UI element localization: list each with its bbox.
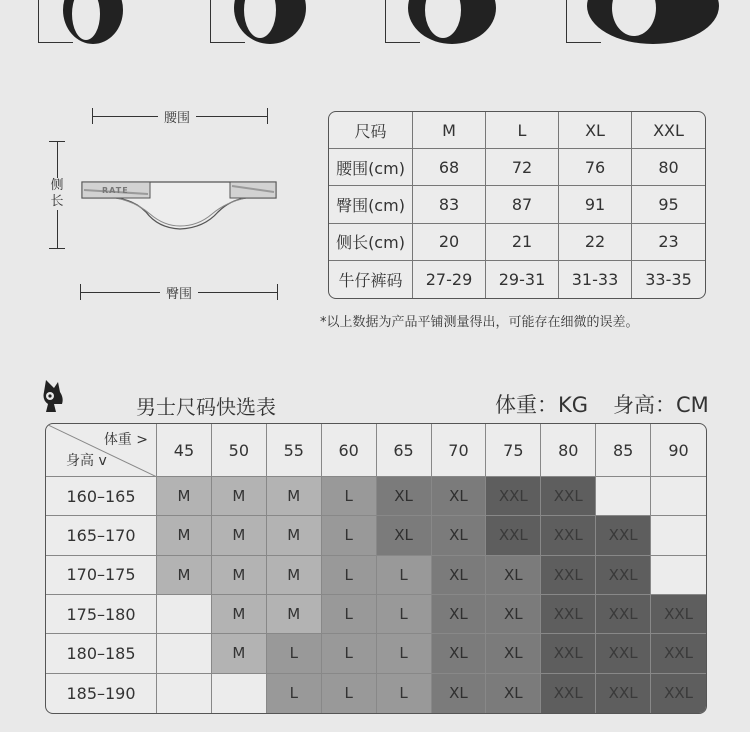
size-recommendation-cell: M xyxy=(157,516,212,555)
size-recommendation-cell: M xyxy=(267,516,322,555)
size-recommendation-cell: XL xyxy=(486,674,541,713)
panda-icon xyxy=(405,0,500,45)
empty-cell xyxy=(651,556,706,595)
weight-header-cell: 55 xyxy=(267,424,322,477)
size-recommendation-cell: XL xyxy=(432,516,487,555)
size-recommendation-cell: L xyxy=(377,556,432,595)
brand-mark: RATE xyxy=(102,186,129,195)
size-table-cell: 72 xyxy=(486,149,559,186)
size-recommendation-cell: XXL xyxy=(596,516,651,555)
empty-cell xyxy=(651,516,706,555)
size-recommendation-cell: XL xyxy=(486,595,541,634)
size-table-cell: 27-29 xyxy=(413,261,486,298)
size-table-header-cell: 尺码 xyxy=(329,112,413,149)
size-table-cell: 91 xyxy=(559,186,632,223)
size-table-header-cell: XXL xyxy=(632,112,705,149)
side-length-dimension-tick xyxy=(49,248,65,249)
size-table-row-label: 侧长(cm) xyxy=(329,224,413,261)
size-recommendation-cell: M xyxy=(267,477,322,516)
size-recommendation-cell: XXL xyxy=(651,595,706,634)
size-recommendation-cell: XXL xyxy=(596,595,651,634)
size-measurement-table xyxy=(328,111,706,299)
size-table-cell: 76 xyxy=(559,149,632,186)
side-length-dimension-tick xyxy=(49,141,65,142)
empty-cell xyxy=(212,674,267,713)
height-row-label: 170–175 xyxy=(46,556,157,595)
height-row-label: 180–185 xyxy=(46,634,157,673)
weight-unit-label: 体重：KG xyxy=(495,393,589,417)
quick-select-title: 男士尺码快选表 xyxy=(136,395,276,419)
size-recommendation-cell: XXL xyxy=(486,477,541,516)
weight-header-cell: 85 xyxy=(596,424,651,477)
size-table-cell: 23 xyxy=(632,224,705,261)
size-table-header-cell: M xyxy=(413,112,486,149)
weight-header-cell: 60 xyxy=(322,424,377,477)
empty-cell xyxy=(651,477,706,516)
weight-header-cell: 80 xyxy=(541,424,596,477)
weight-header-cell: 75 xyxy=(486,424,541,477)
size-table-cell: 22 xyxy=(559,224,632,261)
height-row-label: 185–190 xyxy=(46,674,157,713)
size-recommendation-cell: M xyxy=(267,595,322,634)
size-table-cell: 87 xyxy=(486,186,559,223)
weight-header-cell: 50 xyxy=(212,424,267,477)
size-recommendation-cell: XL xyxy=(432,477,487,516)
size-recommendation-cell: XXL xyxy=(596,674,651,713)
size-recommendation-cell: L xyxy=(267,674,322,713)
size-recommendation-cell: L xyxy=(267,634,322,673)
size-table-cell: 83 xyxy=(413,186,486,223)
height-row-label: 165–170 xyxy=(46,516,157,555)
size-recommendation-cell: L xyxy=(377,634,432,673)
size-recommendation-cell: L xyxy=(377,595,432,634)
size-table-row-label: 腰围(cm) xyxy=(329,149,413,186)
size-table-cell: 20 xyxy=(413,224,486,261)
height-unit-label: 身高：CM xyxy=(613,393,709,417)
measurement-diagram xyxy=(40,100,300,310)
size-recommendation-cell: L xyxy=(322,595,377,634)
empty-cell xyxy=(157,634,212,673)
panda-icon xyxy=(230,0,310,45)
size-recommendation-cell: L xyxy=(322,477,377,516)
size-recommendation-cell: M xyxy=(212,556,267,595)
size-recommendation-cell: L xyxy=(322,556,377,595)
waist-label: 腰围 xyxy=(158,107,196,126)
size-table-cell: 31-33 xyxy=(559,261,632,298)
measurement-note: *以上数据为产品平铺测量得出，可能存在细微的误差。 xyxy=(320,315,639,330)
size-table-cell: 21 xyxy=(486,224,559,261)
size-quick-select-table xyxy=(45,423,707,714)
size-recommendation-cell: XL xyxy=(432,634,487,673)
empty-cell xyxy=(157,674,212,713)
size-table-header-cell: XL xyxy=(559,112,632,149)
size-recommendation-cell: M xyxy=(157,556,212,595)
hip-dimension-tick xyxy=(80,284,81,300)
size-recommendation-cell: XXL xyxy=(541,477,596,516)
size-recommendation-cell: XL xyxy=(486,634,541,673)
waist-dimension-tick xyxy=(92,108,93,124)
size-recommendation-cell: L xyxy=(377,674,432,713)
empty-cell xyxy=(157,595,212,634)
side-length-label: 侧长 xyxy=(50,178,64,209)
size-table-cell: 80 xyxy=(632,149,705,186)
size-recommendation-cell: XL xyxy=(486,556,541,595)
corner-weight-label: 体重 > xyxy=(103,432,148,448)
hip-dimension-tick xyxy=(277,284,278,300)
panda-logo-icon xyxy=(40,378,66,414)
weight-header-cell: 70 xyxy=(432,424,487,477)
size-recommendation-cell: XL xyxy=(432,556,487,595)
size-recommendation-cell: XL xyxy=(377,477,432,516)
weight-header-cell: 45 xyxy=(157,424,212,477)
height-row-label: 160–165 xyxy=(46,477,157,516)
size-recommendation-cell: XXL xyxy=(541,556,596,595)
size-table-cell: 33-35 xyxy=(645,269,692,289)
size-table-cell: 29-31 xyxy=(486,261,559,298)
size-recommendation-cell: XL xyxy=(432,674,487,713)
weight-header-cell: 90 xyxy=(651,424,706,477)
size-recommendation-cell: XXL xyxy=(541,595,596,634)
size-table-header-cell: L xyxy=(486,112,559,149)
size-recommendation-cell: XXL xyxy=(651,674,706,713)
size-recommendation-cell: M xyxy=(157,477,212,516)
size-recommendation-cell: M xyxy=(212,595,267,634)
size-recommendation-cell: M xyxy=(267,556,322,595)
size-recommendation-cell: L xyxy=(322,634,377,673)
size-recommendation-cell: M xyxy=(212,477,267,516)
size-recommendation-cell: XXL xyxy=(541,634,596,673)
weight-header-cell: 65 xyxy=(377,424,432,477)
size-recommendation-cell: L xyxy=(322,516,377,555)
hip-label: 臀围 xyxy=(160,283,198,302)
panda-icon xyxy=(586,0,721,45)
size-recommendation-cell: XXL xyxy=(541,516,596,555)
size-recommendation-cell: M xyxy=(212,516,267,555)
size-table-cell: 95 xyxy=(632,186,705,223)
panda-icon xyxy=(58,0,128,45)
size-recommendation-cell: XL xyxy=(377,516,432,555)
size-recommendation-cell: XL xyxy=(432,595,487,634)
waist-dimension-tick xyxy=(267,108,268,124)
panda-illustration-strip xyxy=(0,0,750,50)
empty-cell xyxy=(596,477,651,516)
corner-height-label: 身高 v xyxy=(66,453,107,469)
size-table-cell: 68 xyxy=(413,149,486,186)
size-table-row-label: 臀围(cm) xyxy=(329,186,413,223)
weight-height-corner-cell xyxy=(46,424,157,477)
size-recommendation-cell: XXL xyxy=(596,556,651,595)
size-recommendation-cell: M xyxy=(212,634,267,673)
size-recommendation-cell: XXL xyxy=(541,674,596,713)
size-recommendation-cell: XXL xyxy=(651,634,706,673)
size-table-row-label: 牛仔裤码 xyxy=(329,261,413,298)
size-recommendation-cell: XXL xyxy=(596,634,651,673)
size-recommendation-cell: L xyxy=(322,674,377,713)
height-row-label: 175–180 xyxy=(46,595,157,634)
size-recommendation-cell: XXL xyxy=(486,516,541,555)
